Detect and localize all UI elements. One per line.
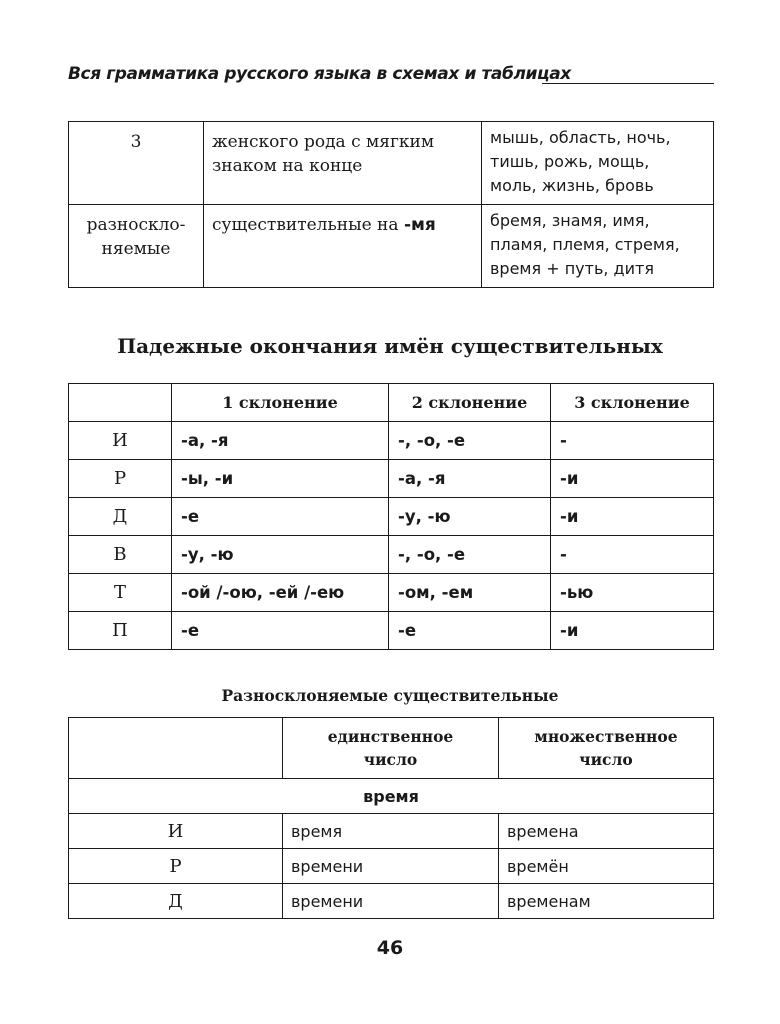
table-row	[69, 574, 714, 612]
table-row	[69, 884, 714, 919]
ending-cell: -, -о, -е	[389, 422, 551, 460]
table-row	[69, 498, 714, 536]
ending-cell: -а, -я	[389, 460, 551, 498]
plural-form: времена	[499, 814, 714, 849]
page-number: 46	[376, 937, 404, 959]
declension-table	[68, 121, 714, 288]
table-row	[69, 612, 714, 650]
suffix-label: -мя	[403, 215, 436, 235]
table-header-row	[69, 718, 714, 779]
ending-cell: -ой /-ою, -ей /-ею	[172, 574, 389, 612]
case-endings-table	[68, 383, 714, 650]
page-header	[68, 64, 714, 88]
case-label: Д	[69, 498, 172, 536]
plural-form: временам	[499, 884, 714, 919]
word-row	[69, 779, 714, 814]
header-cell	[69, 384, 172, 422]
singular-form: время	[283, 814, 499, 849]
table-row	[69, 460, 714, 498]
case-label: Д	[69, 884, 283, 919]
case-label: И	[69, 422, 172, 460]
case-label: Р	[69, 460, 172, 498]
ending-cell: -и	[551, 612, 714, 650]
header-cell: 1 склонение	[172, 384, 389, 422]
table-row	[69, 814, 714, 849]
ending-cell: -и	[551, 460, 714, 498]
singular-form: времени	[283, 884, 499, 919]
header-rule	[542, 83, 714, 84]
ending-cell: -е	[172, 498, 389, 536]
endings-title: Падежные окончания имён существительных	[117, 334, 663, 358]
running-header-title: Вся грамматика русского языка в схемах и таблицах	[68, 64, 571, 84]
word-label: время	[69, 779, 714, 814]
header-cell: 3 склонение	[551, 384, 714, 422]
ending-cell: -у, -ю	[389, 498, 551, 536]
ending-cell: -а, -я	[172, 422, 389, 460]
case-label: В	[69, 536, 172, 574]
declension-group: 3	[69, 122, 204, 205]
declension-examples: мышь, область, ночь, тишь, рожь, мощь, моль, жизнь, бровь	[482, 122, 714, 205]
header-cell-plural: множественное число	[499, 718, 714, 779]
case-label: Т	[69, 574, 172, 612]
header-cell: 2 склонение	[389, 384, 551, 422]
ending-cell: -	[551, 536, 714, 574]
ending-cell: -е	[389, 612, 551, 650]
header-cell-empty	[69, 718, 283, 779]
heteroclitic-table	[68, 717, 714, 919]
header-cell-singular: единственное число	[283, 718, 499, 779]
ending-cell: -и	[551, 498, 714, 536]
declension-examples: бремя, знамя, имя, пламя, племя, стремя, время + путь, дитя	[482, 205, 714, 288]
case-label: И	[69, 814, 283, 849]
table-row	[69, 205, 714, 288]
singular-form: времени	[283, 849, 499, 884]
ending-cell: -е	[172, 612, 389, 650]
heteroclitic-title: Разносклоняемые существительные	[221, 686, 559, 705]
declension-description: существительные на -мя	[204, 205, 482, 288]
ending-cell: -ом, -ем	[389, 574, 551, 612]
table-row	[69, 422, 714, 460]
declension-group: разноскло- няемые	[69, 205, 204, 288]
table-header-row	[69, 384, 714, 422]
ending-cell: -	[551, 422, 714, 460]
table-row	[69, 536, 714, 574]
ending-cell: -у, -ю	[172, 536, 389, 574]
table-row	[69, 849, 714, 884]
case-label: Р	[69, 849, 283, 884]
table-row	[69, 122, 714, 205]
ending-cell: -ью	[551, 574, 714, 612]
case-label: П	[69, 612, 172, 650]
declension-description: женского рода с мягким знаком на конце	[204, 122, 482, 205]
plural-form: времён	[499, 849, 714, 884]
ending-cell: -, -о, -е	[389, 536, 551, 574]
ending-cell: -ы, -и	[172, 460, 389, 498]
